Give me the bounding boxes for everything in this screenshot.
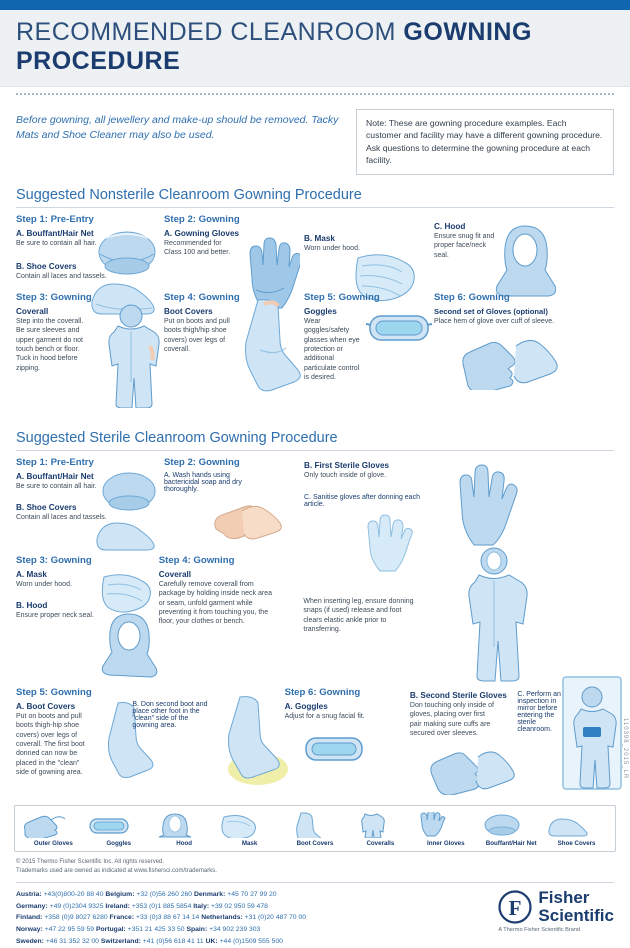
legend-label: Inner Gloves [427, 839, 465, 847]
coverall-art [98, 304, 164, 408]
intro-row [16, 109, 614, 175]
contact-list [16, 889, 446, 948]
copyright-text: © 2015 Thermo Fisher Scientific Inc. All rights reserved. [16, 858, 165, 865]
item-body: Recommended for Class 100 and better. [164, 239, 231, 257]
brand-tagline: A Thermo Fisher Scientific Brand [498, 927, 581, 934]
nonsterile-step-6 [434, 292, 564, 326]
item-head: Goggles [304, 306, 337, 316]
contact-number: +45 70 27 99 20 [227, 890, 277, 898]
item-head: A. Bouffant/Hair Net [16, 471, 94, 481]
step-title: Step 6: Gowning [434, 291, 510, 303]
contact-number: +358 (0)9 8027 6280 [44, 914, 108, 922]
second-gloves-art [458, 328, 562, 390]
contact-country: Italy: [193, 902, 210, 910]
brand-row [498, 889, 614, 925]
contact-number: +43(0)800-20 88 40 [43, 890, 104, 898]
goggles-art [366, 308, 432, 348]
item-head: B. Hood [16, 601, 48, 611]
legend-label: Goggles [106, 839, 132, 847]
contact-number: +46 31 352 32 00 [45, 938, 99, 946]
legend-item [86, 812, 151, 847]
contact-country: Austria: [16, 890, 42, 898]
contact-row [16, 924, 446, 936]
legend-item [217, 812, 282, 847]
contact-country: UK: [205, 938, 218, 946]
contact-country: Denmark: [193, 890, 226, 898]
boot-cover-icon [283, 812, 329, 838]
legend-label: Mask [241, 839, 258, 847]
item-body: Don touching only inside of gloves, placing over first pair making sure cuffs are secured over sleeves. [409, 701, 494, 737]
brand-name [538, 889, 614, 925]
footer-main [16, 889, 614, 948]
nonsterile-step-4 [164, 292, 304, 355]
brand-block [498, 889, 614, 934]
nonsterile-step-1 [16, 214, 164, 282]
step-title: Step 2: Gowning [164, 456, 240, 468]
nonsterile-step-3 [16, 292, 164, 374]
item-body: Wear goggles/safety glasses when eye protection or additional particulate control is desired. [304, 317, 360, 382]
nonsterile-row-1 [16, 214, 614, 282]
contact-country: Netherlands: [201, 914, 243, 922]
contact-row [16, 889, 446, 901]
sterile-step-5 [16, 687, 132, 778]
step-title: Step 5: Gowning [304, 291, 380, 303]
item-head: B. Shoe Covers [16, 503, 77, 513]
item-head: C. Hood [434, 221, 466, 231]
step-title: Step 5: Gowning [16, 686, 92, 698]
step-title: Step 3: Gowning [16, 291, 92, 303]
legend-item [283, 812, 348, 847]
svg-text:F: F [508, 895, 522, 920]
nonsterile-row-2 [16, 292, 614, 412]
legend-label: Bouffant/Hair Net [485, 839, 537, 847]
mirror-inspection-art [561, 675, 623, 793]
sterile-step-6b [410, 687, 517, 739]
contact-country: Spain: [186, 926, 208, 934]
item-body: Only touch inside of glove. [304, 471, 387, 479]
sterile-step-1 [16, 457, 164, 523]
page-title-light: RECOMMENDED CLEANROOM [16, 18, 404, 46]
sterile-step-4 [159, 555, 304, 627]
footer [0, 852, 630, 948]
contact-country: Portugal: [95, 926, 126, 934]
item-body: Be sure to contain all hair. [16, 239, 97, 247]
item-head: Boot Covers [164, 306, 213, 316]
sterile-step-6 [285, 687, 410, 721]
sterile-step-4-note [303, 555, 432, 635]
contact-number: +39 02 950 59 478 [211, 902, 268, 910]
item-body: Place hem of glove over cuff of sleeve. [434, 317, 555, 325]
item-head: A. Boot Covers [16, 701, 76, 711]
step-title: Step 1: Pre-Entry [16, 213, 94, 225]
second-sterile-gloves-art [426, 741, 518, 795]
item-body: Put on boots and pull boots thigh-hip shoe covers) over legs of coverall. The first boot donned can now be placed in the "clean" side of gowning area. [16, 712, 85, 777]
item-body: Adjust for a snug facial fit. [284, 712, 365, 720]
item-head: B. Shoe Covers [16, 262, 77, 272]
item-head: C. Perform an inspection in mirror before entering the sterile cleanroom. [517, 690, 561, 733]
contact-row [16, 901, 446, 913]
legend-label: Boot Covers [296, 839, 334, 847]
note-box: Note: These are gowning procedure examples. Each customer and facility may have a different gowning procedure. Ask questions to determine the gowning procedure at each facility. [356, 109, 614, 175]
contact-number: +34 902 239 303 [209, 926, 261, 934]
goggles-art [303, 731, 365, 767]
item-head: A. Goggles [284, 701, 328, 711]
washing-hands-art [208, 501, 292, 547]
sterile-row-3 [16, 687, 614, 797]
gloves-icon [21, 812, 67, 838]
contact-country: Sweden: [16, 938, 44, 946]
hood-art [100, 611, 158, 679]
item-head: B. Don second boot and place other foot in the "clean" side of the gowning area. [132, 700, 208, 729]
sterile-rule [16, 450, 614, 451]
item-body: Contain all laces and tassels. [16, 514, 107, 522]
contact-number: +41 (0)56 618 41 11 [142, 938, 204, 946]
step-title: Step 3: Gowning [16, 554, 92, 566]
step-title: Step 2: Gowning [164, 213, 240, 225]
nonsterile-step-2-mask [304, 214, 434, 253]
contact-number: +32 (0)56 260 260 [136, 890, 193, 898]
hood-icon [152, 812, 198, 838]
contact-row [16, 912, 446, 924]
item-body: Put on boots and pull boots thigh/hip shoe covers) over legs of coverall. [164, 317, 230, 353]
item-head: B. Mask [304, 233, 335, 243]
document-code: 110398_2015_LR [622, 717, 628, 779]
item-body: Contain all laces and tassels. [16, 273, 107, 281]
mask-art [96, 569, 160, 613]
shoe-cover-art [92, 513, 160, 551]
contact-number: +47 22 95 59 59 [44, 926, 95, 934]
nonsterile-rule [16, 207, 614, 208]
item-head: A. Gowning Gloves [164, 228, 240, 238]
mask-icon [217, 812, 263, 838]
sterile-step-2 [164, 457, 304, 493]
inner-gloves-icon [413, 812, 459, 838]
fisher-scientific-logo-icon [498, 890, 532, 924]
main-content [0, 95, 630, 797]
sterile-step-2-gloves [304, 457, 576, 508]
item-body: Worn under hood. [16, 580, 72, 588]
legend-item [348, 812, 413, 847]
legend-item [479, 812, 544, 847]
legend-label: Shoe Covers [557, 839, 596, 847]
trademark-text: Trademarks used are owned as indicated at www.fishersci.com/trademarks. [16, 867, 217, 874]
contact-country: Switzerland: [100, 938, 141, 946]
sterile-step-3 [16, 555, 159, 621]
sterile-step-6c [517, 687, 614, 733]
nonsterile-heading: Suggested Nonsterile Cleanroom Gowning Procedure [16, 186, 362, 203]
item-body: Ensure proper neck seal. [16, 612, 94, 620]
contact-number: +33 (0)3 88 67 14 14 [135, 914, 200, 922]
contact-row [16, 936, 446, 948]
item-head: Coverall [16, 306, 49, 316]
nonsterile-step-5 [304, 292, 434, 383]
legend-item [152, 812, 217, 847]
coverall-icon [348, 812, 394, 838]
step-title: Step 4: Gowning [164, 291, 240, 303]
nonsterile-step-2 [164, 214, 304, 258]
item-body: Worn under hood. [304, 244, 360, 252]
brand-name-line1: Fisher [538, 887, 590, 907]
sterile-row-1 [16, 457, 614, 549]
step-title: Step 6: Gowning [284, 686, 361, 698]
item-body: When inserting leg, ensure donning snaps (if used) release and foot clears elastic ankle prior to transferring. [303, 597, 414, 633]
first-sterile-gloves-art [444, 453, 524, 549]
item-body: Step into the coverall. Be sure sleeves and upper garment do not touch bench or floor. Tuck in hood before zipping. [16, 317, 84, 372]
contact-country: Ireland: [105, 902, 130, 910]
nonsterile-step-2-hood [434, 214, 564, 260]
legend-item [21, 812, 86, 847]
legend-item [413, 812, 478, 847]
contact-number: +351 21 425 33 50 [127, 926, 185, 934]
bouffant-art [98, 469, 160, 515]
item-head: A. Bouffant/Hair Net [16, 228, 94, 238]
bouffant-art [94, 228, 160, 280]
footer-divider [16, 882, 614, 883]
item-head: Coverall [158, 569, 192, 579]
item-body: Ensure snug fit and proper face/neck seal. [434, 232, 495, 259]
coverall-figure-art [451, 547, 537, 687]
item-head: A. Mask [16, 569, 47, 579]
item-head: C. Sanitise gloves after donning each article. [304, 494, 420, 509]
contact-country: Belgium: [105, 890, 135, 898]
page-title-bold: GOWNING PROCEDURE [16, 18, 532, 75]
legend-label: Coveralls [366, 839, 395, 847]
legend-item [544, 812, 609, 847]
item-head: A. Wash hands using bactericidal soap and dry thoroughly. [164, 471, 242, 493]
boot-cover-art [234, 298, 304, 398]
intro-text: Before gowning, all jewellery and make-up should be removed. Tacky Mats and Shoe Cleaner may also be used. [16, 114, 339, 142]
contact-number: +49 (0)2304 9325 [49, 902, 104, 910]
item-body: Carefully remove coverall from package by holding inside neck area or seam, unfold garment while preventing it from touching you, the floor, your clothes or bench. [158, 580, 272, 626]
title-band [0, 10, 630, 87]
shoe-cover-icon [544, 812, 590, 838]
item-head: Second set of Gloves (optional) [434, 306, 548, 316]
contact-country: Finland: [16, 914, 43, 922]
bouffant-icon [479, 812, 525, 838]
equipment-legend [14, 805, 616, 852]
hood-art [494, 222, 556, 302]
top-accent-bar [0, 0, 630, 10]
item-head: B. First Sterile Gloves [304, 460, 390, 470]
contact-number: +44 (0)1509 555 500 [219, 938, 283, 946]
contact-country: Germany: [16, 902, 48, 910]
page-title [16, 18, 614, 76]
item-body: Be sure to contain all hair. [16, 482, 97, 490]
brand-name-line2: Scientific [538, 905, 614, 925]
contact-country: France: [109, 914, 135, 922]
contact-country: Norway: [16, 926, 43, 934]
step-title: Step 1: Pre-Entry [16, 456, 94, 468]
goggles-icon [86, 812, 132, 838]
legend-label: Outer Gloves [33, 839, 73, 847]
sterile-row-2 [16, 555, 614, 683]
sterile-heading: Suggested Sterile Cleanroom Gowning Procedure [16, 429, 338, 446]
legend-label: Hood [176, 839, 193, 847]
sterile-step-5b [132, 687, 284, 729]
contact-number: +353 (0)1 885 5854 [131, 902, 192, 910]
contact-number: +31 (0)20 487 70 00 [244, 914, 307, 922]
item-head: B. Second Sterile Gloves [409, 690, 507, 700]
step-title: Step 4: Gowning [158, 554, 235, 566]
